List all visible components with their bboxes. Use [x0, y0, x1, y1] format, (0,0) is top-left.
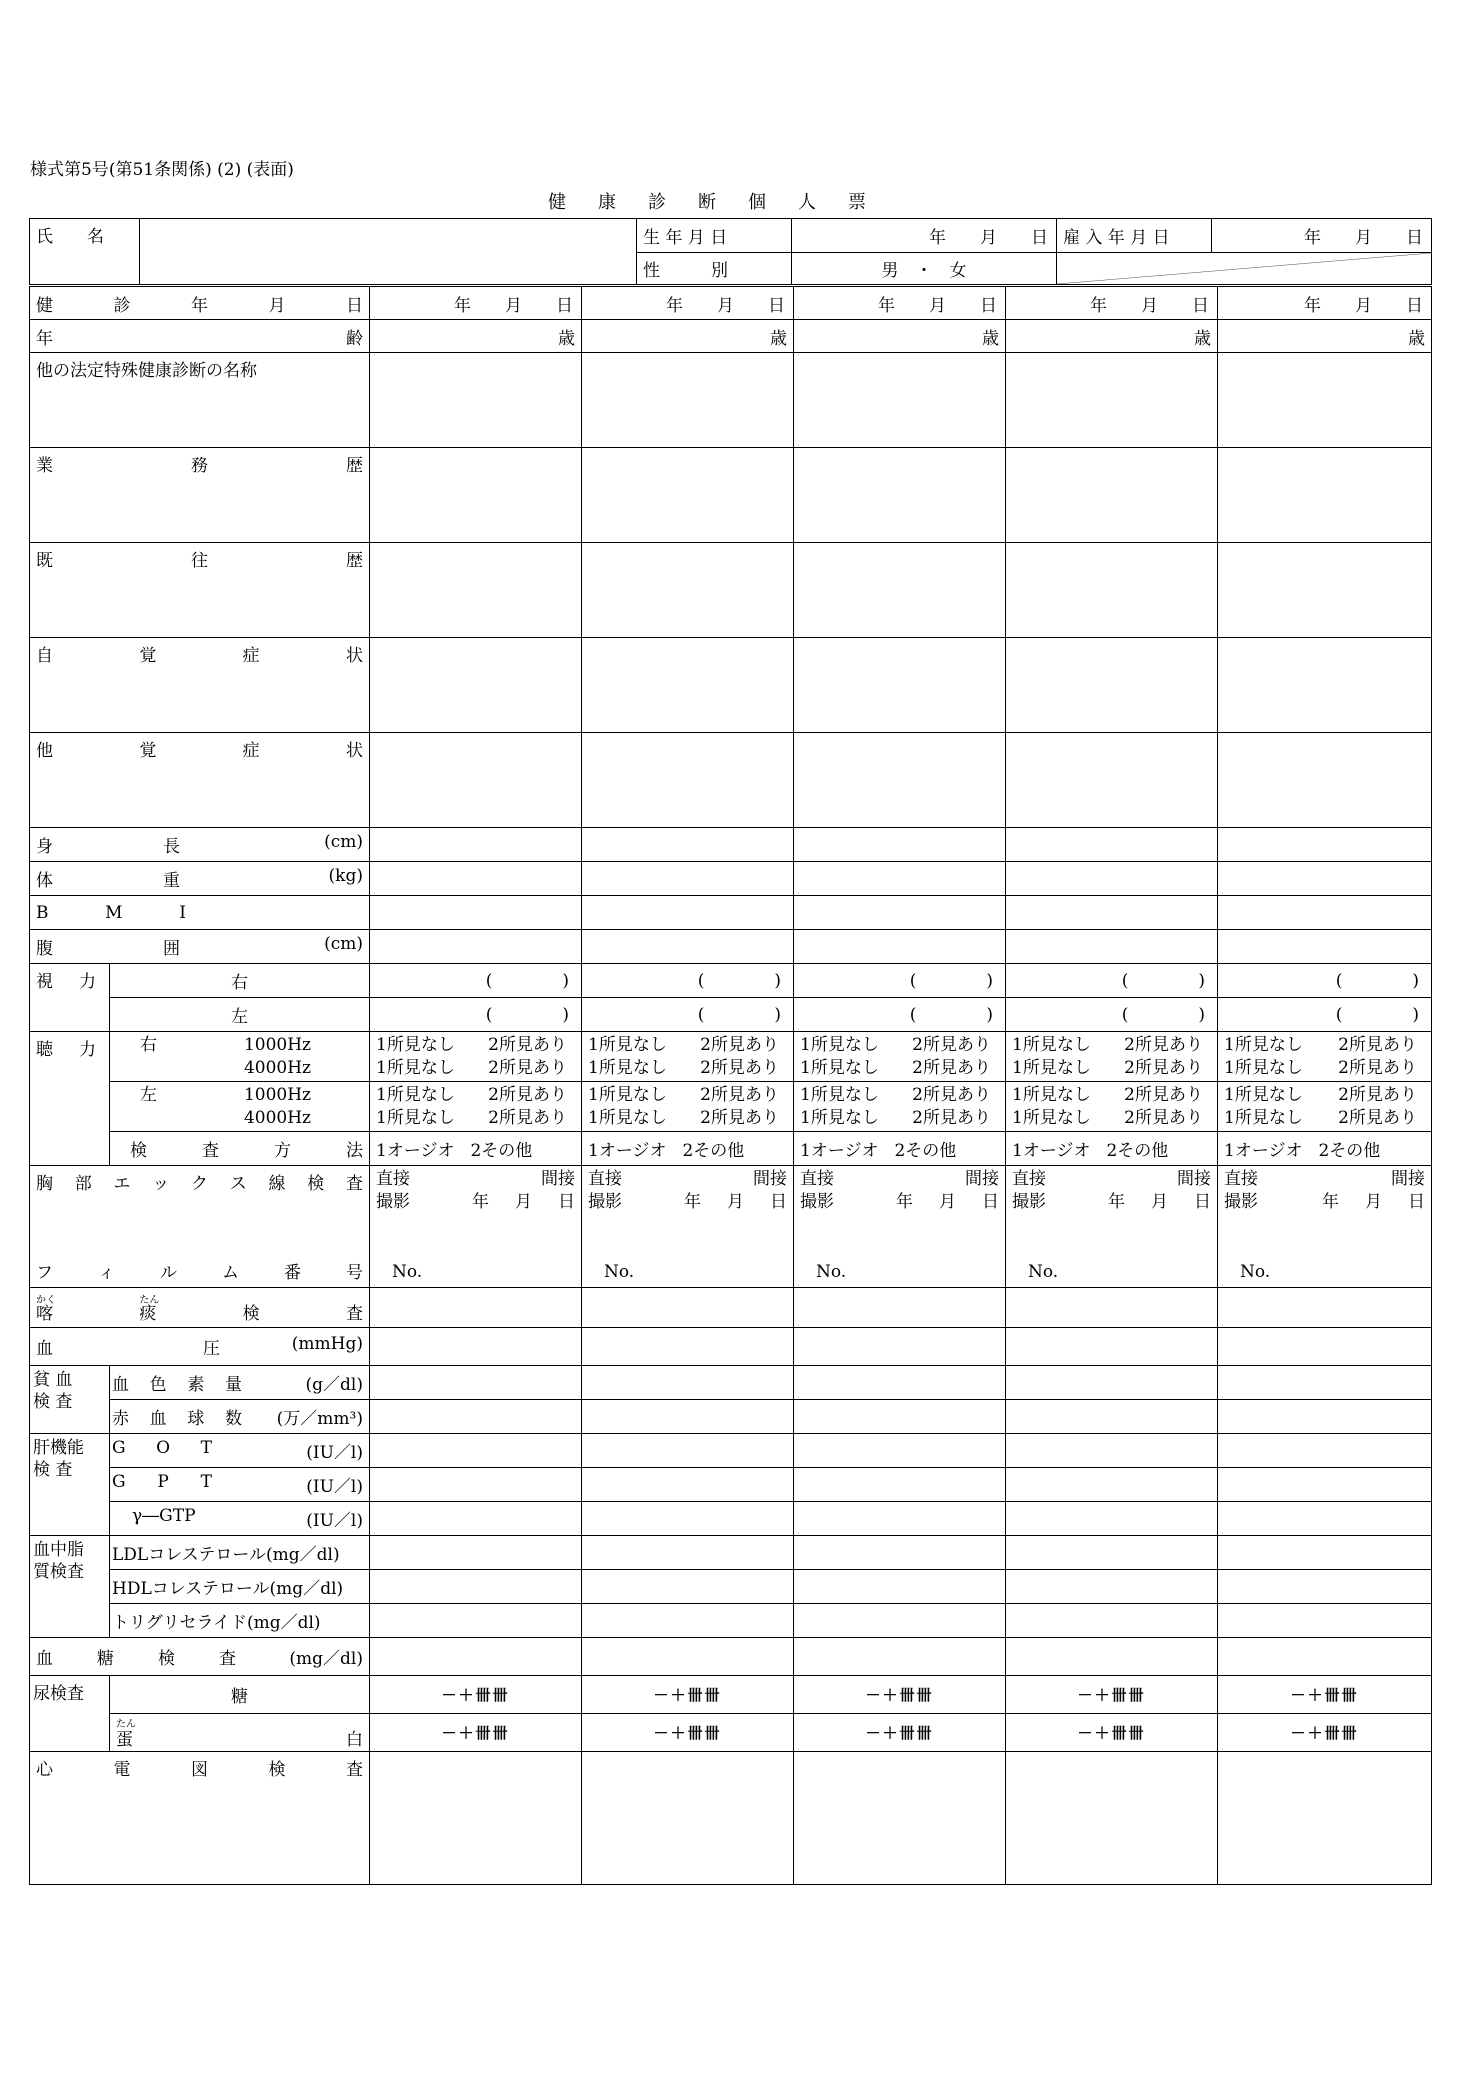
height-row-cell[interactable] [1006, 828, 1218, 862]
vision-left-cell[interactable]: ( ) [370, 998, 582, 1032]
hearing-left-cell[interactable]: 1所見なし 2所見あり 1所見なし 2所見あり [1006, 1082, 1218, 1132]
hire-date-field[interactable]: 年 月 日 [1212, 219, 1432, 253]
vision-right-cell[interactable]: ( ) [1006, 964, 1218, 998]
waist-row-cell[interactable] [1006, 930, 1218, 964]
other-special-exam-row-cell[interactable] [370, 353, 582, 448]
ecg-row-cell[interactable] [370, 1752, 582, 1885]
anemia-item-label: 赤 血 球 数 (万／mm³) [110, 1400, 370, 1434]
exam-date-row-cell[interactable]: 年 月 日 [582, 287, 794, 320]
sputum-row-cell[interactable] [794, 1288, 1006, 1328]
liver-row [30, 1434, 1432, 1468]
height-row-cell[interactable] [1218, 828, 1432, 862]
urine-sugar-row [30, 1676, 1432, 1714]
objective-symptoms-row-label: 他 覚 症 状 [30, 733, 370, 828]
weight-row-cell[interactable] [1006, 862, 1218, 896]
exam-date-row-cell[interactable]: 年 月 日 [1006, 287, 1218, 320]
weight-row-cell[interactable] [794, 862, 1006, 896]
form-caption: 様式第5号(第51条関係) (2) (表面) [30, 160, 294, 180]
bmi-row-cell[interactable] [794, 896, 1006, 930]
anemia-cell[interactable] [370, 1400, 582, 1434]
past-history-row-cell[interactable] [1006, 543, 1218, 638]
liver-cell[interactable] [1006, 1434, 1218, 1468]
waist-row-cell[interactable] [582, 930, 794, 964]
urine-group-label: 尿検査 [30, 1676, 110, 1752]
blood-pressure-row-cell[interactable] [794, 1328, 1006, 1366]
lipid-item-label: トリグリセライド(mg／dl) [110, 1604, 370, 1638]
sex-field[interactable]: 男 ・ 女 [792, 253, 1057, 285]
liver-cell[interactable] [582, 1502, 794, 1536]
ecg-row-cell[interactable] [1218, 1752, 1432, 1885]
sputum-row-cell[interactable] [582, 1288, 794, 1328]
lipid-cell[interactable] [370, 1570, 582, 1604]
objective-symptoms-row-cell[interactable] [794, 733, 1006, 828]
other-special-exam-row-cell[interactable] [582, 353, 794, 448]
urine-protein-row [30, 1714, 1432, 1752]
diagonal-blank [1057, 253, 1432, 285]
exam-date-row-cell[interactable]: 年 月 日 [370, 287, 582, 320]
lipid-item-label: LDLコレステロール(mg／dl) [110, 1536, 370, 1570]
chest-xray-cell[interactable]: 直接 間接 撮影 年 月 日 No. [1006, 1166, 1218, 1288]
objective-symptoms-row [30, 733, 1432, 828]
liver-cell[interactable] [1006, 1502, 1218, 1536]
hearing-method-cell[interactable]: 1オージオ 2その他 [1218, 1132, 1432, 1166]
past-history-row-label: 既 往 歴 [30, 543, 370, 638]
anemia-cell[interactable] [370, 1366, 582, 1400]
anemia-cell[interactable] [794, 1366, 1006, 1400]
blood-glucose-row-cell[interactable] [370, 1638, 582, 1676]
birth-date-label: 生 年 月 日 [637, 219, 792, 253]
ecg-row [30, 1752, 1432, 1885]
work-history-row-cell[interactable] [794, 448, 1006, 543]
blood-glucose-row-cell[interactable] [582, 1638, 794, 1676]
past-history-row-cell[interactable] [370, 543, 582, 638]
exam-table [29, 286, 1432, 1885]
hearing-method-cell[interactable]: 1オージオ 2その他 [1006, 1132, 1218, 1166]
vision-left-row [30, 998, 1432, 1032]
sex-label: 性 別 [637, 253, 792, 285]
past-history-row-cell[interactable] [794, 543, 1006, 638]
chest-xray-label: 胸 部 エ ッ ク ス 線 検 査 フ ィ ル ム 番 号 [30, 1166, 370, 1288]
age-row-cell[interactable]: 歳 [1218, 320, 1432, 353]
hearing-left-row [30, 1082, 1432, 1132]
hearing-label: 聴 力 [30, 1032, 110, 1166]
anemia-row [30, 1400, 1432, 1434]
blood-glucose-row [30, 1638, 1432, 1676]
height-row-cell[interactable] [370, 828, 582, 862]
name-field[interactable] [140, 219, 637, 285]
hearing-right-cell[interactable]: 1所見なし 2所見あり 1所見なし 2所見あり [1006, 1032, 1218, 1082]
ecg-row-label: 心 電 図 検 査 [30, 1752, 370, 1885]
bmi-row-cell[interactable] [1006, 896, 1218, 930]
hearing-right-row [30, 1032, 1432, 1082]
anemia-cell[interactable] [582, 1400, 794, 1434]
anemia-item-label: 血 色 素 量 (g／dl) [110, 1366, 370, 1400]
waist-row [30, 930, 1432, 964]
hearing-method-label: 検 査 方 法 [110, 1132, 370, 1166]
past-history-row-cell[interactable] [1218, 543, 1432, 638]
objective-symptoms-row-cell[interactable] [582, 733, 794, 828]
exam-date-row [30, 287, 1432, 320]
vision-right-label: 右 [110, 964, 370, 998]
urine-protein-cell[interactable]: －＋卌卌 [1218, 1714, 1432, 1752]
exam-date-row-cell[interactable]: 年 月 日 [1218, 287, 1432, 320]
document-title: 健康診断個人票 [548, 192, 898, 213]
lipid-cell[interactable] [370, 1604, 582, 1638]
blood-glucose-row-cell[interactable] [1006, 1638, 1218, 1676]
lipid-cell[interactable] [370, 1536, 582, 1570]
subjective-symptoms-row-cell[interactable] [794, 638, 1006, 733]
chest-xray-cell[interactable]: 直接 間接 撮影 年 月 日 No. [370, 1166, 582, 1288]
urine-protein-cell[interactable]: －＋卌卌 [1006, 1714, 1218, 1752]
sputum-row-label: かく 喀 たん 痰 検 査 [30, 1288, 370, 1328]
height-row [30, 828, 1432, 862]
lipid-cell[interactable] [582, 1570, 794, 1604]
liver-cell[interactable] [582, 1468, 794, 1502]
lipid-row [30, 1604, 1432, 1638]
weight-row [30, 862, 1432, 896]
anemia-cell[interactable] [1218, 1400, 1432, 1434]
hearing-left-cell[interactable]: 1所見なし 2所見あり 1所見なし 2所見あり [582, 1082, 794, 1132]
liver-cell[interactable] [1218, 1502, 1432, 1536]
lipid-cell[interactable] [1006, 1604, 1218, 1638]
lipid-cell[interactable] [794, 1604, 1006, 1638]
hearing-method-row [30, 1132, 1432, 1166]
name-label: 氏 名 [30, 219, 140, 285]
hearing-right-cell[interactable]: 1所見なし 2所見あり 1所見なし 2所見あり [582, 1032, 794, 1082]
age-row-cell[interactable]: 歳 [1006, 320, 1218, 353]
birth-date-field[interactable]: 年 月 日 [792, 219, 1057, 253]
anemia-group-label: 貧 血 検 査 [30, 1366, 110, 1434]
chest-xray-row [30, 1166, 1432, 1288]
blood-pressure-row [30, 1328, 1432, 1366]
lipid-cell[interactable] [794, 1570, 1006, 1604]
ecg-row-cell[interactable] [794, 1752, 1006, 1885]
weight-row-label: 体 重 (kg) [30, 862, 370, 896]
chest-xray-cell[interactable]: 直接 間接 撮影 年 月 日 No. [582, 1166, 794, 1288]
work-history-row-label: 業 務 歴 [30, 448, 370, 543]
liver-row [30, 1502, 1432, 1536]
hearing-right-cell[interactable]: 1所見なし 2所見あり 1所見なし 2所見あり [794, 1032, 1006, 1082]
urine-protein-cell[interactable]: －＋卌卌 [794, 1714, 1006, 1752]
subjective-symptoms-row-cell[interactable] [1006, 638, 1218, 733]
age-row-label: 年 齢 [30, 320, 370, 353]
subjective-symptoms-row [30, 638, 1432, 733]
vision-label: 視 力 [30, 964, 110, 1032]
waist-row-cell[interactable] [794, 930, 1006, 964]
waist-row-cell[interactable] [1218, 930, 1432, 964]
anemia-row [30, 1366, 1432, 1400]
bmi-row-cell[interactable] [370, 896, 582, 930]
anemia-cell[interactable] [1006, 1366, 1218, 1400]
age-row-cell[interactable]: 歳 [370, 320, 582, 353]
waist-row-label: 腹 囲 (cm) [30, 930, 370, 964]
liver-item-label: G O T (IU／l) [110, 1434, 370, 1468]
height-row-cell[interactable] [794, 828, 1006, 862]
lipid-cell[interactable] [1006, 1570, 1218, 1604]
vision-left-label: 左 [110, 998, 370, 1032]
other-special-exam-row-cell[interactable] [1218, 353, 1432, 448]
blood-glucose-row-cell[interactable] [1218, 1638, 1432, 1676]
exam-date-row-cell[interactable]: 年 月 日 [794, 287, 1006, 320]
vision-left-cell[interactable]: ( ) [1006, 998, 1218, 1032]
liver-cell[interactable] [370, 1468, 582, 1502]
hearing-method-cell[interactable]: 1オージオ 2その他 [370, 1132, 582, 1166]
bmi-row-cell[interactable] [1218, 896, 1432, 930]
blood-pressure-row-cell[interactable] [1218, 1328, 1432, 1366]
bmi-row [30, 896, 1432, 930]
lipid-cell[interactable] [794, 1536, 1006, 1570]
other-special-exam-row-cell[interactable] [794, 353, 1006, 448]
hearing-right-label: 右 1000Hz 4000Hz [110, 1032, 370, 1082]
bmi-row-cell[interactable] [582, 896, 794, 930]
urine-sugar-cell[interactable]: －＋卌卌 [1006, 1676, 1218, 1714]
liver-cell[interactable] [370, 1502, 582, 1536]
anemia-cell[interactable] [582, 1366, 794, 1400]
ecg-row-cell[interactable] [582, 1752, 794, 1885]
bmi-row-label: B M I [30, 896, 370, 930]
blood-pressure-row-cell[interactable] [582, 1328, 794, 1366]
liver-cell[interactable] [1218, 1468, 1432, 1502]
urine-sugar-cell[interactable]: －＋卌卌 [1218, 1676, 1432, 1714]
lipid-row [30, 1536, 1432, 1570]
lipid-cell[interactable] [1218, 1604, 1432, 1638]
lipid-cell[interactable] [1218, 1536, 1432, 1570]
liver-group-label: 肝機能 検 査 [30, 1434, 110, 1536]
liver-cell[interactable] [1006, 1468, 1218, 1502]
sputum-row-cell[interactable] [1006, 1288, 1218, 1328]
vision-right-cell[interactable]: ( ) [582, 964, 794, 998]
lipid-item-label: HDLコレステロール(mg／dl) [110, 1570, 370, 1604]
hearing-method-cell[interactable]: 1オージオ 2その他 [582, 1132, 794, 1166]
sputum-row-cell[interactable] [370, 1288, 582, 1328]
liver-item-label: G P T (IU／l) [110, 1468, 370, 1502]
past-history-row [30, 543, 1432, 638]
blood-glucose-row-cell[interactable] [794, 1638, 1006, 1676]
other-special-exam-row-cell[interactable] [1006, 353, 1218, 448]
hearing-method-cell[interactable]: 1オージオ 2その他 [794, 1132, 1006, 1166]
work-history-row-cell[interactable] [1006, 448, 1218, 543]
sputum-row-cell[interactable] [1218, 1288, 1432, 1328]
liver-cell[interactable] [1218, 1434, 1432, 1468]
hearing-left-cell[interactable]: 1所見なし 2所見あり 1所見なし 2所見あり [1218, 1082, 1432, 1132]
work-history-row [30, 448, 1432, 543]
anemia-cell[interactable] [794, 1400, 1006, 1434]
hearing-left-cell[interactable]: 1所見なし 2所見あり 1所見なし 2所見あり [794, 1082, 1006, 1132]
age-row-cell[interactable]: 歳 [794, 320, 1006, 353]
liver-item-label: γ―GTP (IU／l) [110, 1502, 370, 1536]
work-history-row-cell[interactable] [582, 448, 794, 543]
ecg-row-cell[interactable] [1006, 1752, 1218, 1885]
other-special-exam-row [30, 353, 1432, 448]
urine-sugar-cell[interactable]: －＋卌卌 [582, 1676, 794, 1714]
waist-row-cell[interactable] [370, 930, 582, 964]
hearing-left-label: 左 1000Hz 4000Hz [110, 1082, 370, 1132]
work-history-row-cell[interactable] [370, 448, 582, 543]
liver-row [30, 1468, 1432, 1502]
age-row [30, 320, 1432, 353]
vision-right-cell[interactable]: ( ) [1218, 964, 1432, 998]
hearing-right-cell[interactable]: 1所見なし 2所見あり 1所見なし 2所見あり [1218, 1032, 1432, 1082]
lipid-cell[interactable] [582, 1536, 794, 1570]
liver-cell[interactable] [794, 1434, 1006, 1468]
lipid-cell[interactable] [582, 1604, 794, 1638]
anemia-cell[interactable] [1218, 1366, 1432, 1400]
urine-protein-label: たん 蛋 白 [110, 1714, 370, 1752]
subjective-symptoms-row-label: 自 覚 症 状 [30, 638, 370, 733]
vision-right-cell[interactable]: ( ) [370, 964, 582, 998]
other-special-exam-row-label: 他の法定特殊健康診断の名称 [30, 353, 370, 448]
vision-left-cell[interactable]: ( ) [1218, 998, 1432, 1032]
objective-symptoms-row-cell[interactable] [1006, 733, 1218, 828]
personal-info-table [29, 218, 1432, 285]
objective-symptoms-row-cell[interactable] [1218, 733, 1432, 828]
urine-sugar-label: 糖 [110, 1676, 370, 1714]
hearing-right-cell[interactable]: 1所見なし 2所見あり 1所見なし 2所見あり [370, 1032, 582, 1082]
height-row-label: 身 長 (cm) [30, 828, 370, 862]
urine-protein-cell[interactable]: －＋卌卌 [370, 1714, 582, 1752]
sputum-row [30, 1288, 1432, 1328]
liver-cell[interactable] [794, 1502, 1006, 1536]
vision-right-cell[interactable]: ( ) [794, 964, 1006, 998]
lipid-row [30, 1570, 1432, 1604]
past-history-row-cell[interactable] [582, 543, 794, 638]
lipid-group-label: 血中脂 質検査 [30, 1536, 110, 1638]
age-row-cell[interactable]: 歳 [582, 320, 794, 353]
vision-left-cell[interactable]: ( ) [582, 998, 794, 1032]
liver-cell[interactable] [370, 1434, 582, 1468]
urine-protein-cell[interactable]: －＋卌卌 [582, 1714, 794, 1752]
objective-symptoms-row-cell[interactable] [370, 733, 582, 828]
weight-row-cell[interactable] [370, 862, 582, 896]
height-row-cell[interactable] [582, 828, 794, 862]
blood-glucose-row-label: 血 糖 検 査 (mg／dl) [30, 1638, 370, 1676]
subjective-symptoms-row-cell[interactable] [582, 638, 794, 733]
lipid-cell[interactable] [1218, 1570, 1432, 1604]
vision-right-row [30, 964, 1432, 998]
lipid-cell[interactable] [1006, 1536, 1218, 1570]
weight-row-cell[interactable] [582, 862, 794, 896]
chest-xray-cell[interactable]: 直接 間接 撮影 年 月 日 No. [794, 1166, 1006, 1288]
subjective-symptoms-row-cell[interactable] [1218, 638, 1432, 733]
liver-cell[interactable] [794, 1468, 1006, 1502]
liver-cell[interactable] [582, 1434, 794, 1468]
blood-pressure-row-label: 血 圧 (mmHg) [30, 1328, 370, 1366]
urine-sugar-cell[interactable]: －＋卌卌 [370, 1676, 582, 1714]
hire-date-label: 雇 入 年 月 日 [1057, 219, 1212, 253]
chest-xray-cell[interactable]: 直接 間接 撮影 年 月 日 No. [1218, 1166, 1432, 1288]
urine-sugar-cell[interactable]: －＋卌卌 [794, 1676, 1006, 1714]
weight-row-cell[interactable] [1218, 862, 1432, 896]
hearing-left-cell[interactable]: 1所見なし 2所見あり 1所見なし 2所見あり [370, 1082, 582, 1132]
vision-left-cell[interactable]: ( ) [794, 998, 1006, 1032]
anemia-cell[interactable] [1006, 1400, 1218, 1434]
work-history-row-cell[interactable] [1218, 448, 1432, 543]
exam-date-row-label: 健 診 年 月 日 [30, 287, 370, 320]
blood-pressure-row-cell[interactable] [1006, 1328, 1218, 1366]
subjective-symptoms-row-cell[interactable] [370, 638, 582, 733]
blood-pressure-row-cell[interactable] [370, 1328, 582, 1366]
